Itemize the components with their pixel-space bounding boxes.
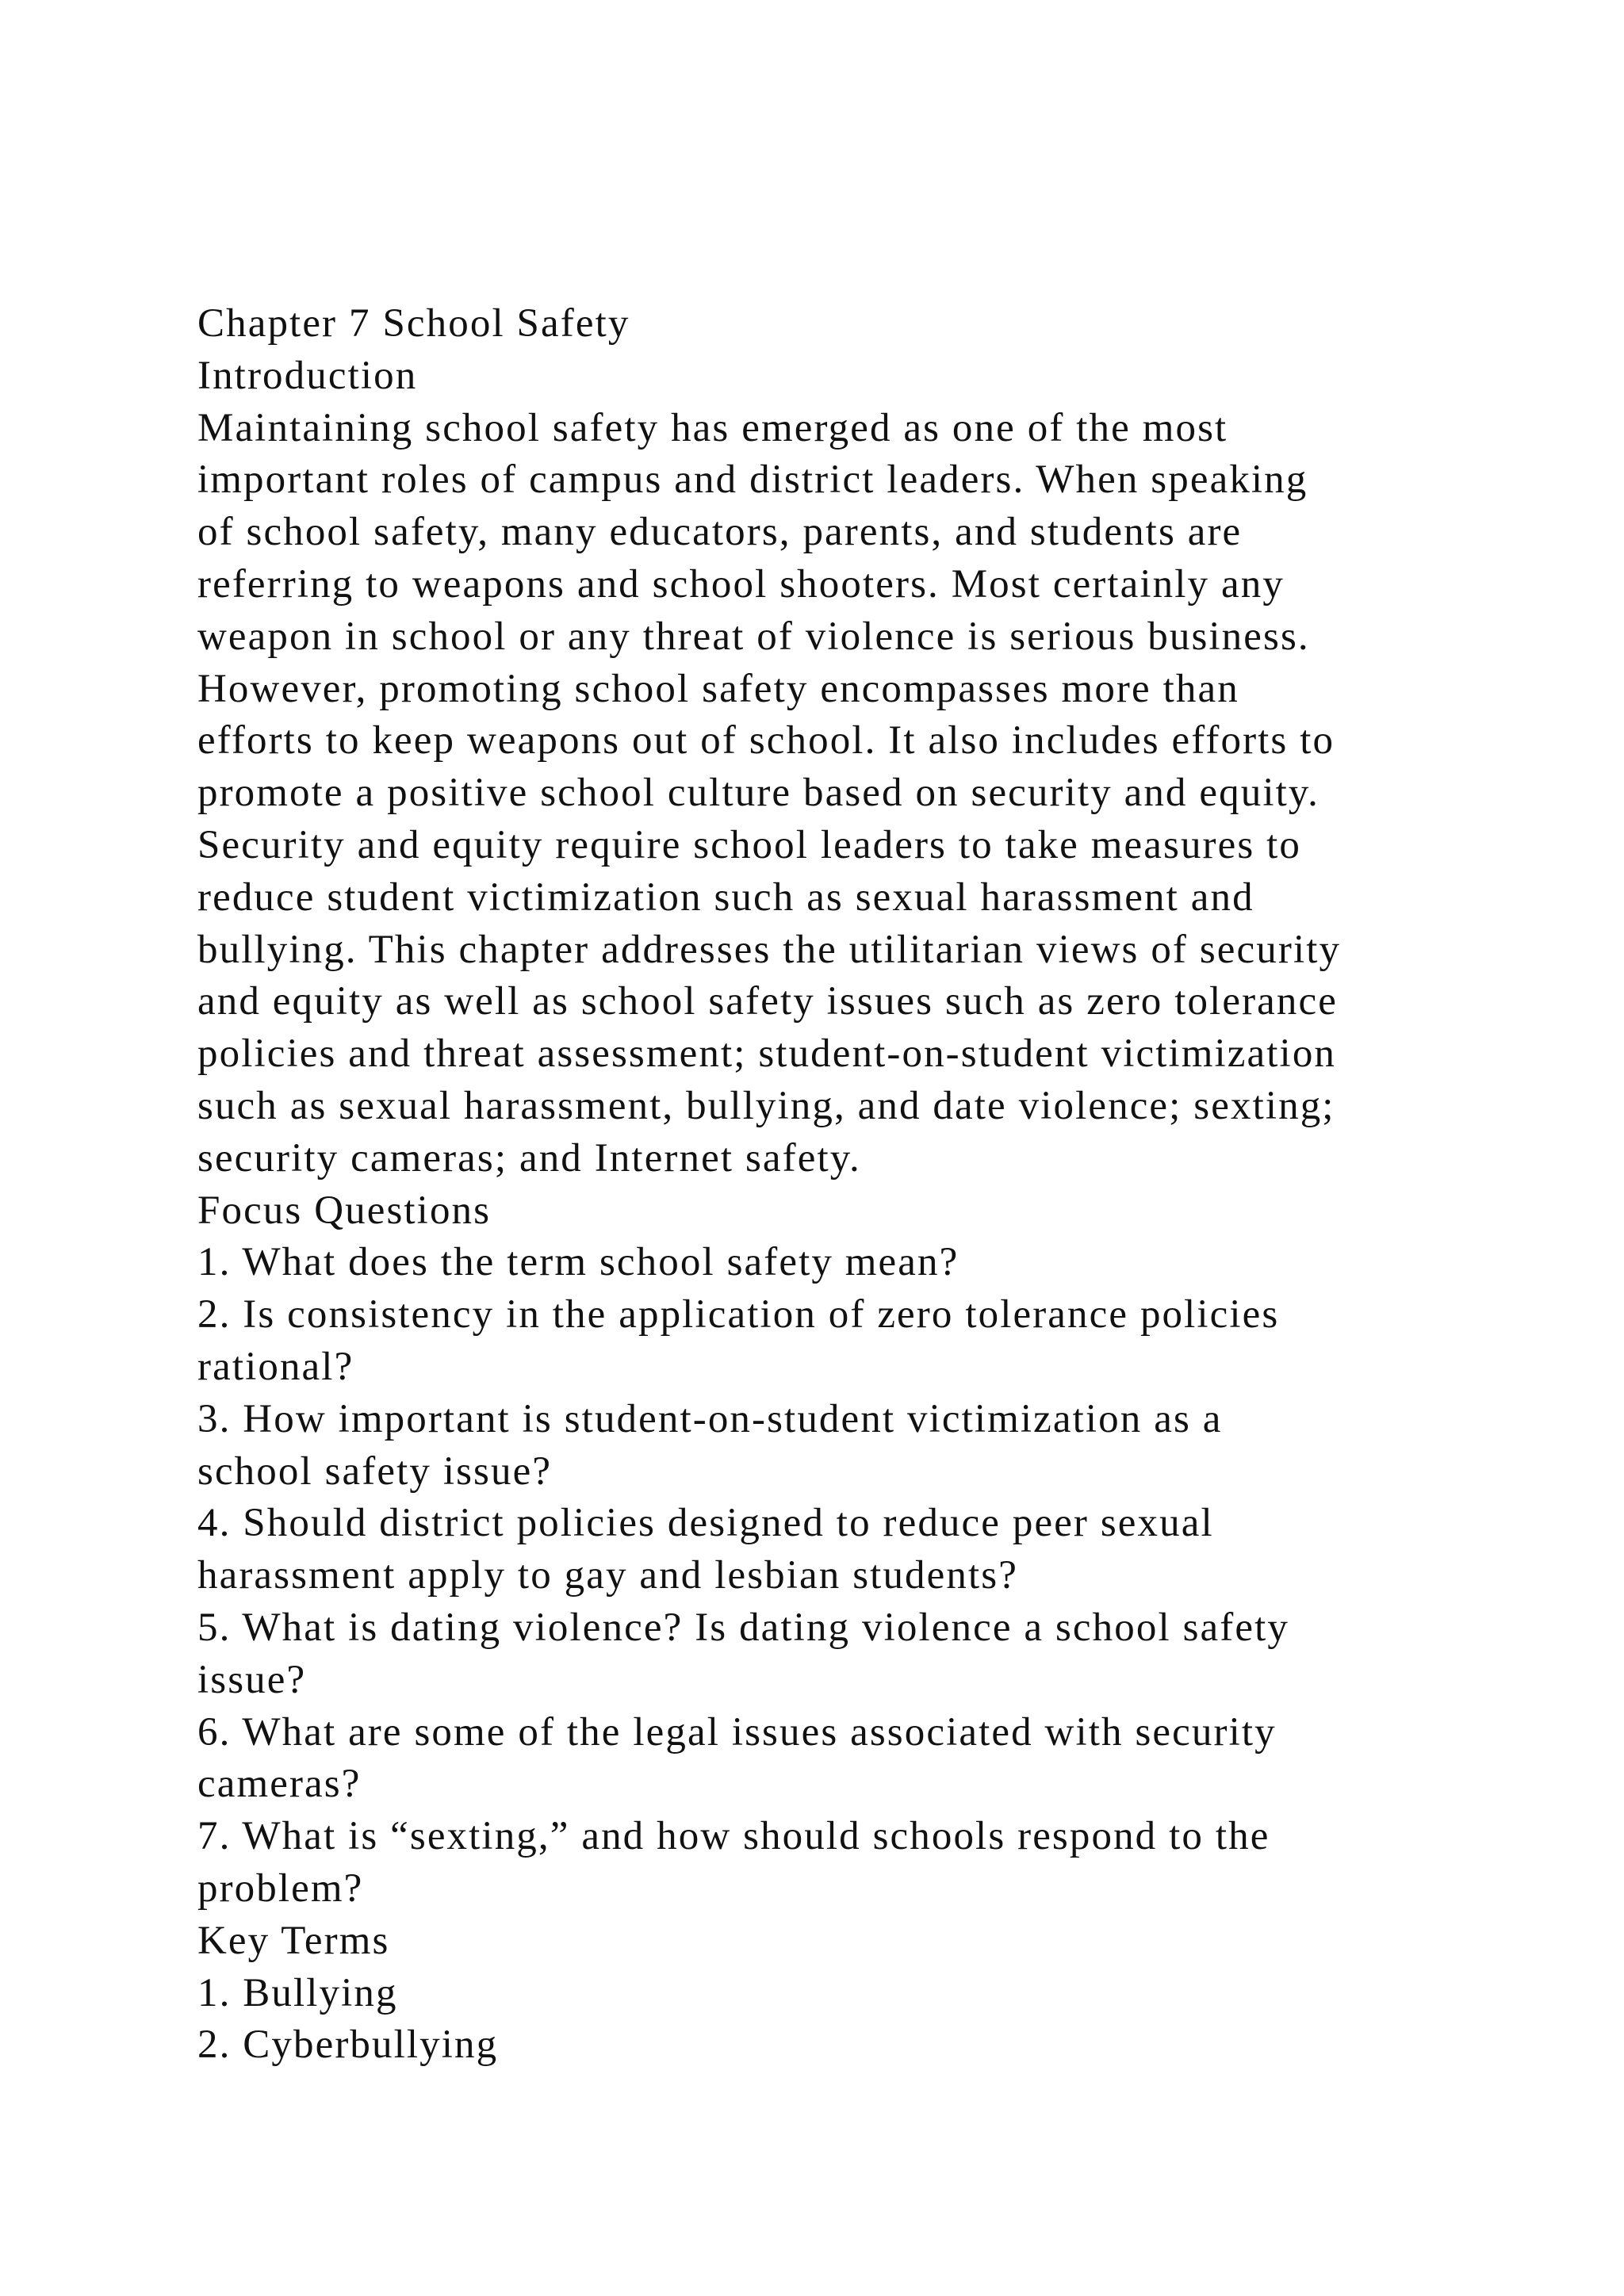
section-heading-key-terms: Key Terms <box>197 1918 390 1963</box>
focus-question-line: 6. What are some of the legal issues associated with security <box>197 1709 1277 1755</box>
chapter-title: Chapter 7 School Safety <box>197 301 630 346</box>
intro-paragraph-line: of school safety, many educators, parents, and students are <box>197 510 1243 555</box>
focus-question-line: 5. What is dating violence? Is dating violence a school safety <box>197 1605 1289 1650</box>
focus-question-line: 3. How important is student-on-student victimization as a <box>197 1396 1223 1441</box>
intro-paragraph-line: such as sexual harassment, bullying, and date violence; sexting; <box>197 1083 1335 1128</box>
intro-paragraph-line: efforts to keep weapons out of school. It also includes efforts to <box>197 718 1335 763</box>
intro-paragraph-line: promote a positive school culture based on security and equity. <box>197 771 1320 816</box>
focus-question-line: issue? <box>197 1657 307 1702</box>
focus-question-line: rational? <box>197 1344 354 1389</box>
focus-question-line: 4. Should district policies designed to reduce peer sexual <box>197 1501 1214 1546</box>
intro-paragraph-line: and equity as well as school safety issues such as zero tolerance <box>197 979 1338 1024</box>
section-heading-introduction: Introduction <box>197 353 418 398</box>
intro-paragraph-line: Maintaining school safety has emerged as one of the most <box>197 405 1228 450</box>
key-term-item: 1. Bullying <box>197 1970 398 2015</box>
intro-paragraph-line: important roles of campus and district leaders. When speaking <box>197 457 1308 503</box>
focus-question-line: school safety issue? <box>197 1448 553 1494</box>
key-term-item: 2. Cyberbullying <box>197 2022 499 2068</box>
intro-paragraph-line: referring to weapons and school shooters. Most certainly any <box>197 561 1285 607</box>
focus-question-line: harassment apply to gay and lesbian students? <box>197 1553 1018 1598</box>
intro-paragraph-line: Security and equity require school leaders to take measures to <box>197 822 1302 867</box>
intro-paragraph-line: policies and threat assessment; student-on-student victimization <box>197 1031 1337 1077</box>
intro-paragraph-line: However, promoting school safety encompasses more than <box>197 666 1239 711</box>
document-text <box>197 298 1434 2072</box>
focus-question-line: 1. What does the term school safety mean? <box>197 1240 959 1285</box>
focus-question-line: 7. What is “sexting,” and how should schools respond to the <box>197 1814 1270 1859</box>
intro-paragraph-line: reduce student victimization such as sexual harassment and <box>197 874 1254 920</box>
focus-question-line: cameras? <box>197 1762 362 1807</box>
intro-paragraph-line: security cameras; and Internet safety. <box>197 1135 861 1181</box>
focus-question-line: 2. Is consistency in the application of zero tolerance policies <box>197 1292 1280 1337</box>
focus-question-line: problem? <box>197 1866 364 1911</box>
section-heading-focus-questions: Focus Questions <box>197 1188 492 1233</box>
intro-paragraph-line: weapon in school or any threat of violence is serious business. <box>197 614 1310 659</box>
intro-paragraph-line: bullying. This chapter addresses the utilitarian views of security <box>197 927 1342 972</box>
